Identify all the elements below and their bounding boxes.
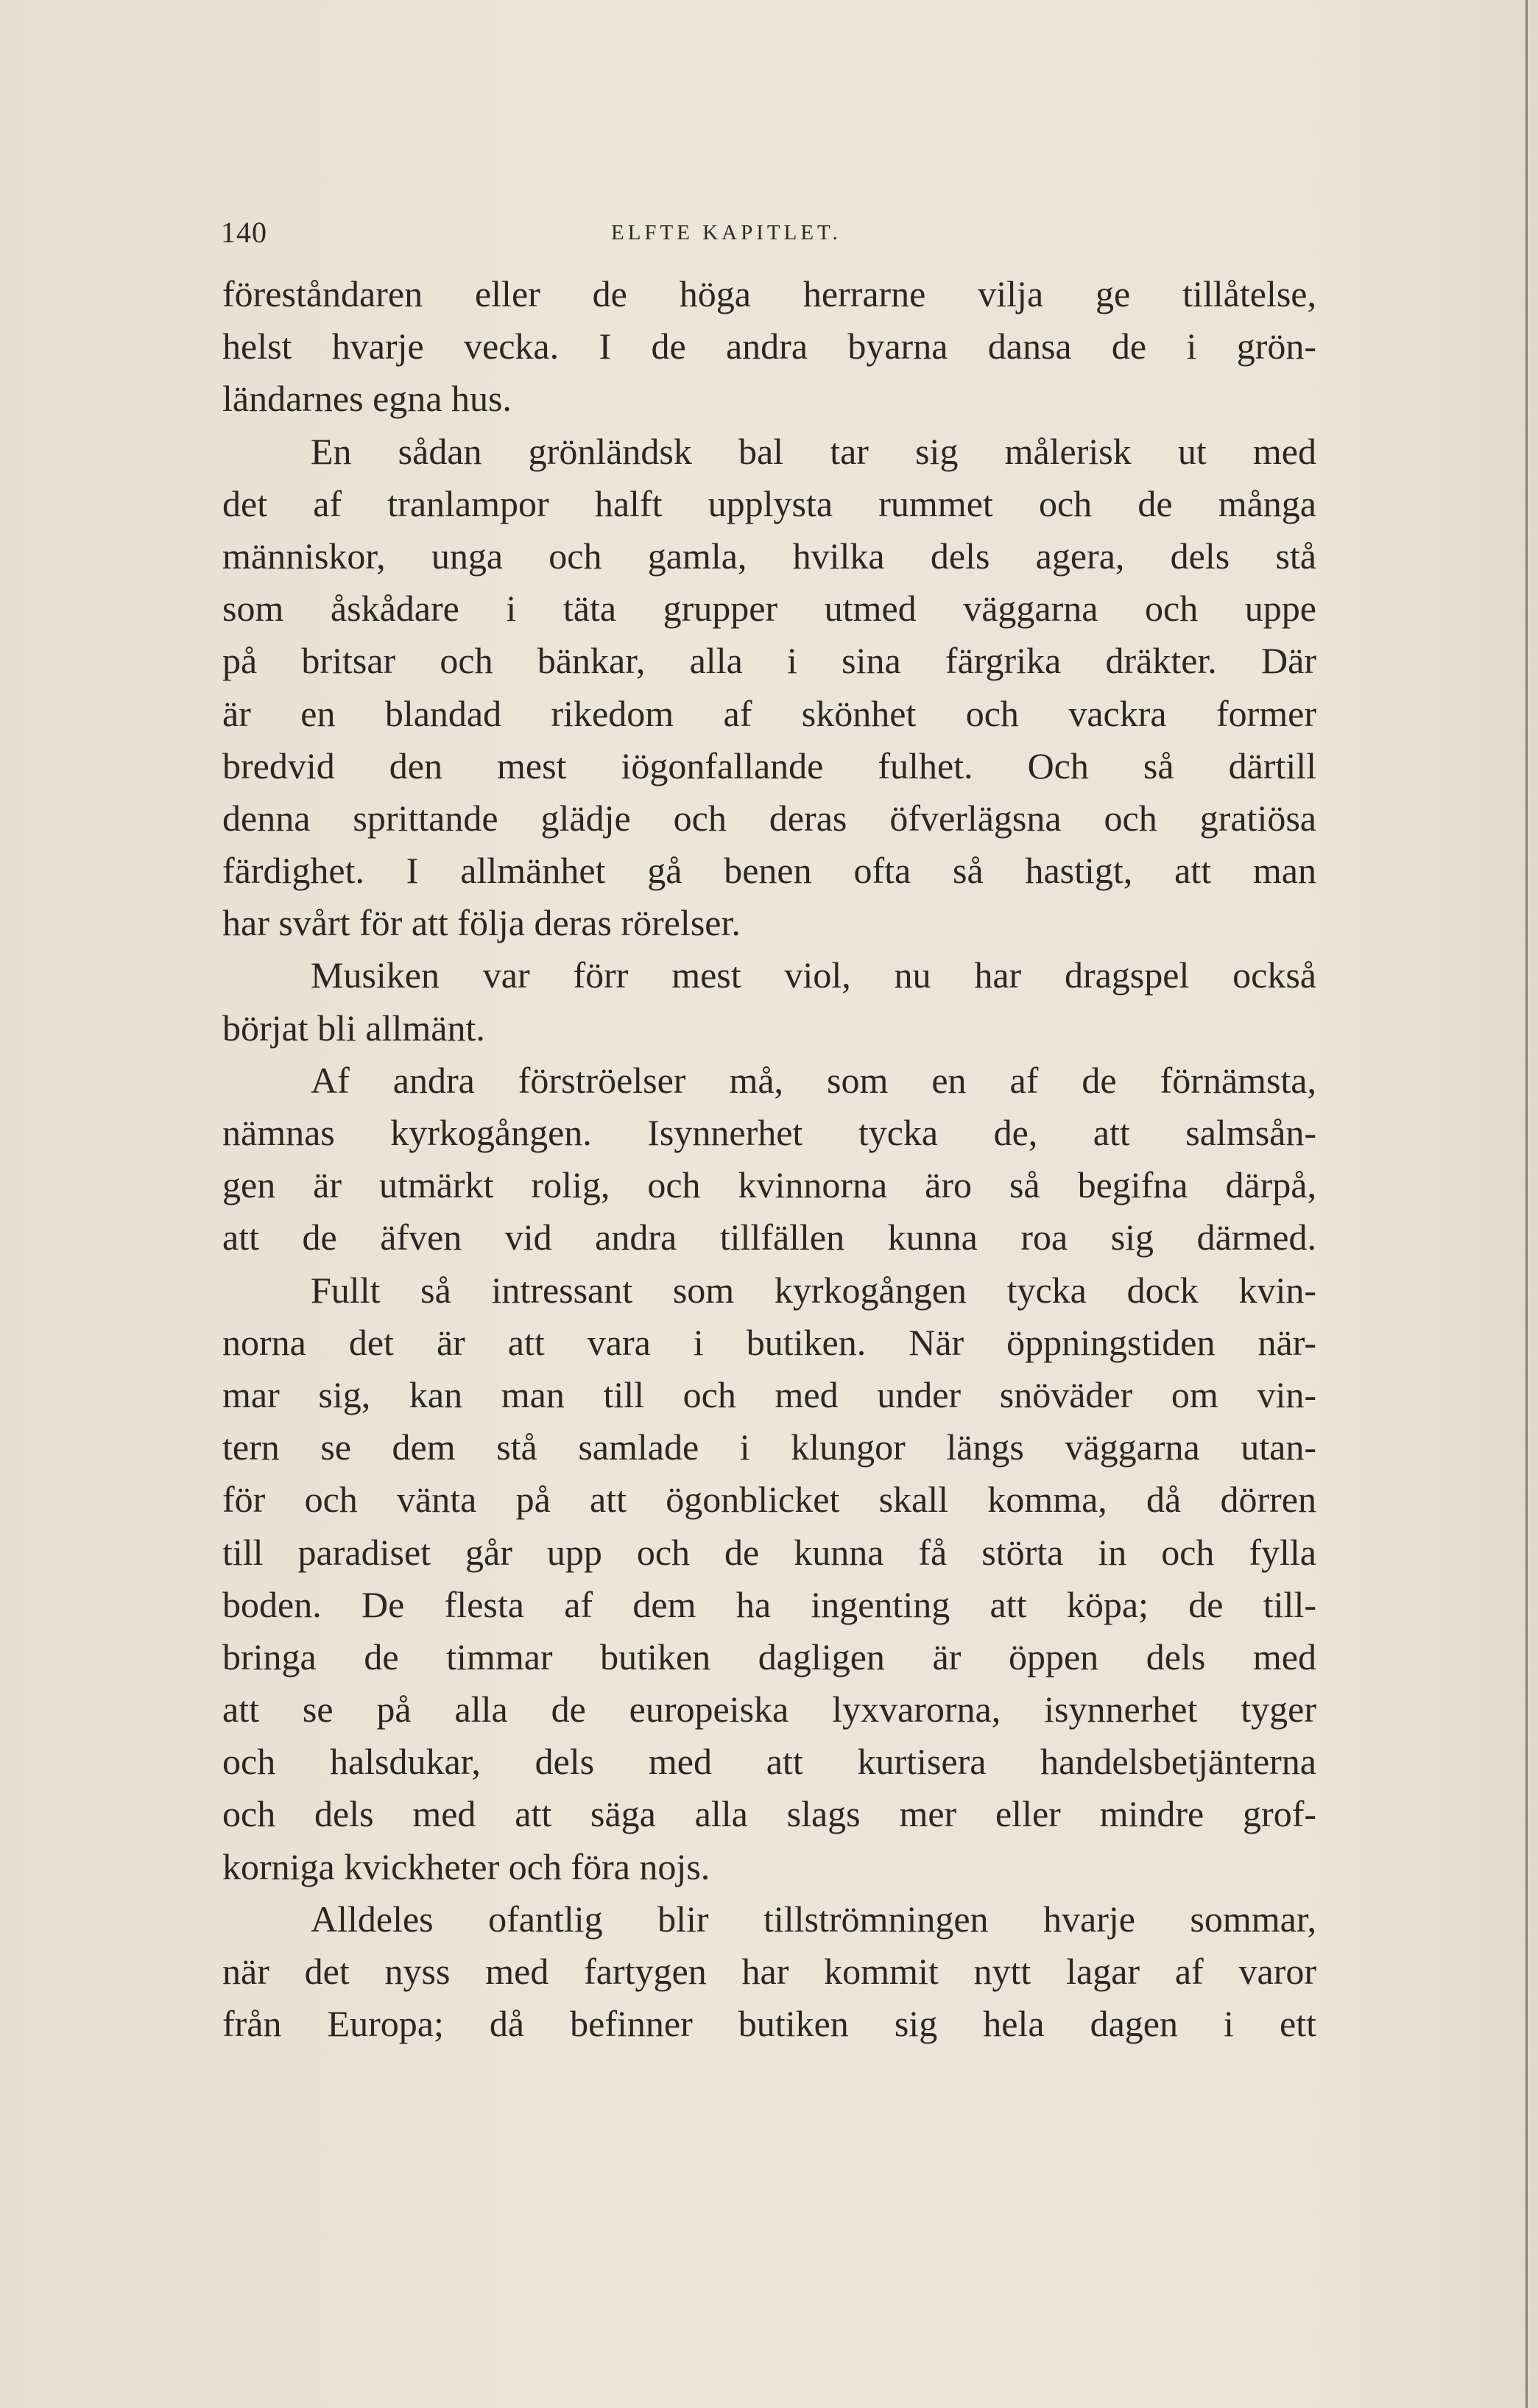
text-line: som åskådare i täta grupper utmed väggarna och uppe (222, 588, 1316, 630)
text-line: ländarnes egna hus. (222, 378, 512, 420)
text-line: norna det är att vara i butiken. När öppningstiden när- (222, 1321, 1316, 1363)
text-line: bredvid den mest iögonfallande fulhet. Och så därtill (222, 744, 1316, 786)
text-line: och halsdukar, dels med att kurtisera handelsbetjänterna (222, 1741, 1316, 1783)
text-line: är en blandad rikedom af skönhet och vackra former (222, 692, 1316, 734)
text-line: att se på alla de europeiska lyxvarorna, isynnerhet tyger (222, 1689, 1316, 1731)
text-line: människor, unga och gamla, hvilka dels agera, dels stå (222, 535, 1316, 577)
page-header (221, 211, 1325, 255)
text-line: boden. De flesta af dem ha ingenting att köpa; de till- (222, 1583, 1316, 1625)
text-line: bringa de timmar butiken dagligen är öppen dels med (222, 1636, 1316, 1677)
text-line: föreståndaren eller de höga herrarne vilja ge tillåtelse, (222, 273, 1316, 314)
text-line: på britsar och bänkar, alla i sina färgrika dräkter. Där (222, 640, 1316, 682)
text-line: det af tranlampor halft upplysta rummet och de många (222, 482, 1316, 524)
text-line: och dels med att säga alla slags mer eller mindre grof- (222, 1793, 1316, 1835)
text-line: för och vänta på att ögonblicket skall komma, då dörren (222, 1479, 1316, 1521)
text-line: helst hvarje vecka. I de andra byarna dansa de i grön- (222, 325, 1316, 367)
text-line: Musiken var förr mest viol, nu har dragspel också (311, 954, 1316, 996)
text-line: till paradiset går upp och de kunna få störta in och fylla (222, 1531, 1316, 1573)
text-line: korniga kvickheter och föra nojs. (222, 1845, 710, 1887)
text-line: att de äfven vid andra tillfällen kunna roa sig därmed. (222, 1217, 1316, 1258)
text-line: Af andra förströelser må, som en af de förnämsta, (311, 1059, 1316, 1101)
text-line: när det nyss med fartygen har kommit nytt lagar af varor (222, 1951, 1316, 1992)
text-line: Alldeles ofantlig blir tillströmningen hvarje sommar, (311, 1898, 1316, 1940)
body-text (222, 268, 1316, 2050)
text-line: nämnas kyrkogången. Isynnerhet tycka de, att salmsån- (222, 1112, 1316, 1153)
text-line: börjat bli allmänt. (222, 1007, 485, 1049)
running-head: ELFTE KAPITLET. (611, 221, 842, 244)
text-line: denna sprittande glädje och deras öfverlägsna och gratiösa (222, 797, 1316, 839)
text-line: gen är utmärkt rolig, och kvinnorna äro så begifna därpå, (222, 1164, 1316, 1206)
text-line: har svårt för att följa deras rörelser. (222, 902, 741, 944)
text-line: Fullt så intressant som kyrkogången tycka dock kvin- (311, 1269, 1316, 1311)
page-number: 140 (221, 216, 267, 249)
text-line: tern se dem stå samlade i klungor längs väggarna utan- (222, 1426, 1316, 1468)
text-line: En sådan grönländsk bal tar sig målerisk ut med (311, 430, 1316, 472)
page-edge-line (1525, 0, 1528, 2408)
text-line: från Europa; då befinner butiken sig hela dagen i ett (222, 2003, 1316, 2045)
text-line: mar sig, kan man till och med under snöväder om vin- (222, 1373, 1316, 1415)
text-line: färdighet. I allmänhet gå benen ofta så hastigt, att man (222, 850, 1316, 892)
